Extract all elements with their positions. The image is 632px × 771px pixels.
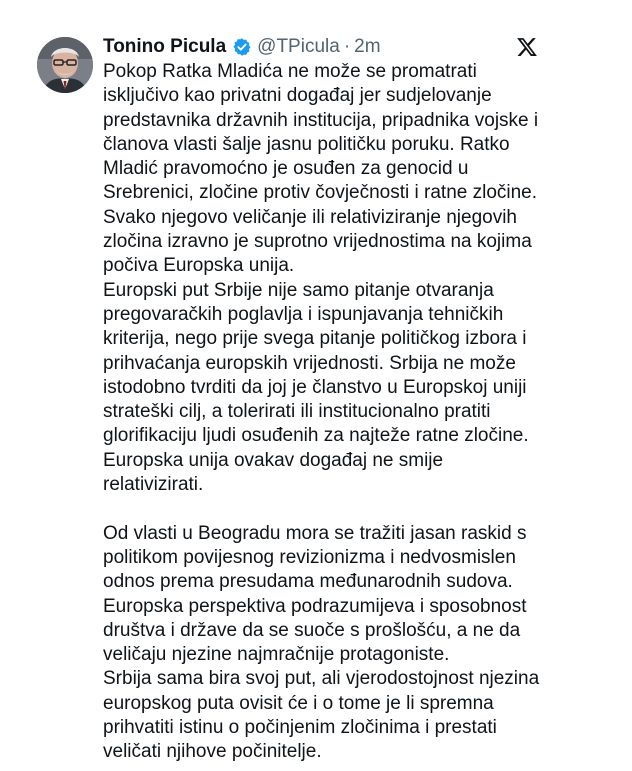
x-logo-icon[interactable] [516,36,538,58]
profile-avatar-icon [37,37,93,93]
paragraph-gap [103,497,543,521]
avatar[interactable] [37,37,93,93]
tweet-paragraph: Europski put Srbije nije samo pitanje otvaranja pregovaračkih poglavlja i ispunjavanja tehničkih kriterija, nego prije svega pitanje političkog izbora i prihvaćanja europskih vrijednosti. Srbija ne može istodobno tvrditi da joj je članstvo u Europskoj uniji strateški cilj, a tolerirati ili institucionalno pratiti glorifikaciju ljudi osuđenih za najteže ratne zločine. Europska unija ovakav događaj ne smije relativizirati. [103,279,529,496]
tweet-header [103,34,381,60]
tweet-timestamp[interactable]: 2m [354,36,381,57]
header-separator: · [343,36,351,57]
tweet-text [103,60,543,765]
verified-badge-icon [232,37,252,57]
tweet-paragraph: Pokop Ratka Mladića ne može se promatrati isključivo kao privatni događaj jer sudjelovanje predstavnika državnih institucija, pripadnika vojske i članova vlasti šalje jasnu političku poruku. Ratko Mladić pravomoćno je osuđen za genocid u Srebrenici, zločine protiv čovječnosti i ratne zločine. Svako njegovo veličanje ili relativiziranje njegovih zločina izravno je suprotno vrijednostima na kojima počiva Europska unija. [103,61,539,277]
author-display-name[interactable]: Tonino Picula [103,36,227,57]
tweet-paragraph: Srbija sama bira svoj put, ali vjerodostojnost njezina europskog puta ovisit će i o tome je li spremna prihvatiti istinu o počinjenim zločinima i prestati veličati njihove počinitelje. [103,668,540,763]
author-handle[interactable]: @TPicula [257,36,340,57]
tweet-paragraph: Od vlasti u Beogradu mora se tražiti jasan raskid s politikom povijesnog revizionizma i nedvosmislen odnos prema presudama međunarodnih sudova. Europska perspektiva podrazumijeva i sposobnost društva i države da se suoče s prošlošću, a ne da veličaju njezine najmračnije protagoniste. [103,522,527,666]
